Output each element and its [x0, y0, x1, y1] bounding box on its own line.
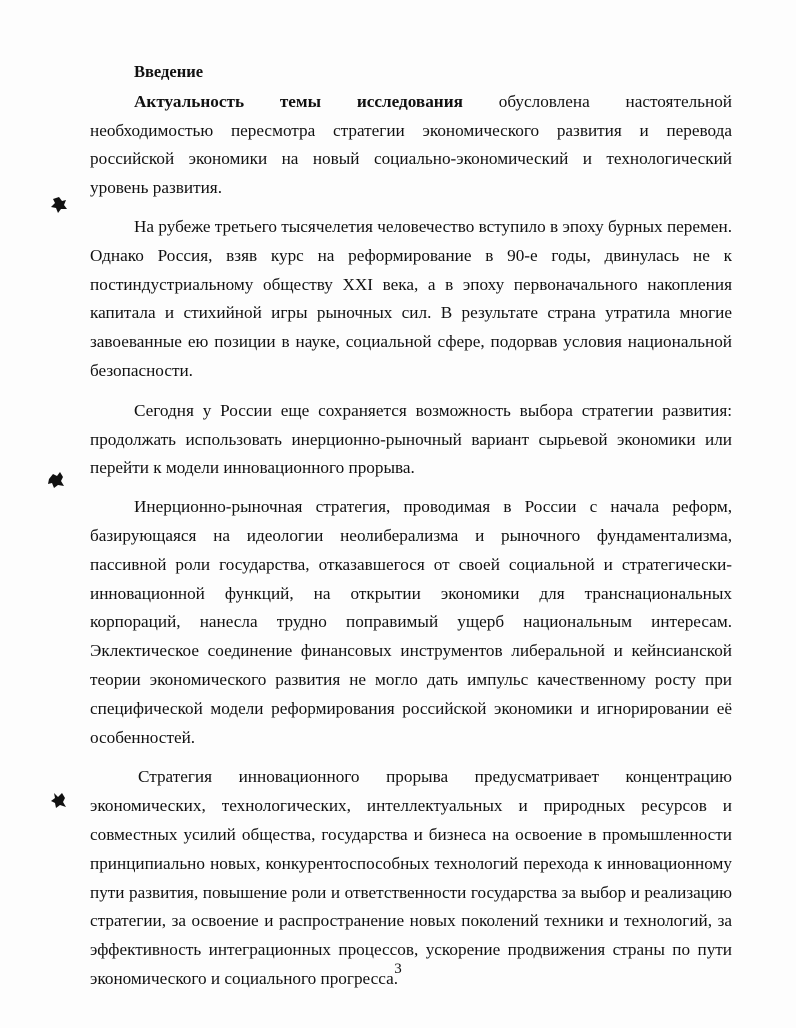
paragraph-relevance: [90, 88, 732, 203]
section-heading: Введение: [134, 62, 204, 81]
paragraph-innovation-strategy: Стратегия инновационного прорыва предусматривает концентрацию экономических, технологических, интеллектуальных и природных ресурсов и совместных усилий общества, государства и бизнеса на освоение в промышленности принципиально новых, конкурентоспособных технологий перехода к инновационному пути развития, повышение роли и ответственности государства за выбор и реализацию стратегии, за освоение и распространение новых поколений техники и технологий, за эффективность интеграционных процессов, ускорение продвижения страны по пути экономического и социального прогресса.: [90, 767, 732, 988]
paragraph-lead-bold: Актуальность темы исследования: [134, 91, 463, 111]
paragraph-strategy-choice: Сегодня у России еще сохраняется возможность выбора стратегии развития: продолжать использовать инерционно-рыночный вариант сырьевой экономики или перейти к модели инновационного прорыва.: [90, 400, 732, 478]
paragraph-text: обусловлена настоятельной необходимостью пересмотра стратегии экономического развития и перевода российской экономики на новый социально-экономический и технологический уровень развития.: [90, 91, 732, 198]
document-body: [90, 58, 732, 1004]
paragraph-inertial-strategy: Инерционно-рыночная стратегия, проводимая в России с начала реформ, базирующаяся на идеологии неолиберализма и рыночного фундаментализма, пассивной роли государства, отказавшегося от своей социальной и стратегически-инновационной функций, на открытии экономики для транснациональных корпораций, нанесла трудно поправимый ущерб национальным интересам. Эклектическое соединение финансовых инструментов либеральной и кейнсианской теории экономического развития не могло дать импульс качественному росту при специфической модели реформирования российской экономики и игнорировании её особенностей.: [90, 497, 732, 747]
page-number: 3: [394, 961, 402, 977]
paragraph-millennium: На рубеже третьего тысячелетия человечество вступило в эпоху бурных перемен. Однако Россия, взяв курс на реформирование в 90-е годы, двинулась не к постиндустриальному обществу XXI века, а в эпоху первоначального накопления капитала и стихийной игры рыночных сил. В результате страна утратила многие завоеванные ею позиции в науке, социальной сфере, подорвав условия национальной безопасности.: [90, 216, 732, 380]
ink-blot-mark-icon: [50, 196, 68, 214]
ink-blot-mark-icon: [47, 471, 65, 489]
ink-blot-mark-icon: [50, 791, 68, 809]
